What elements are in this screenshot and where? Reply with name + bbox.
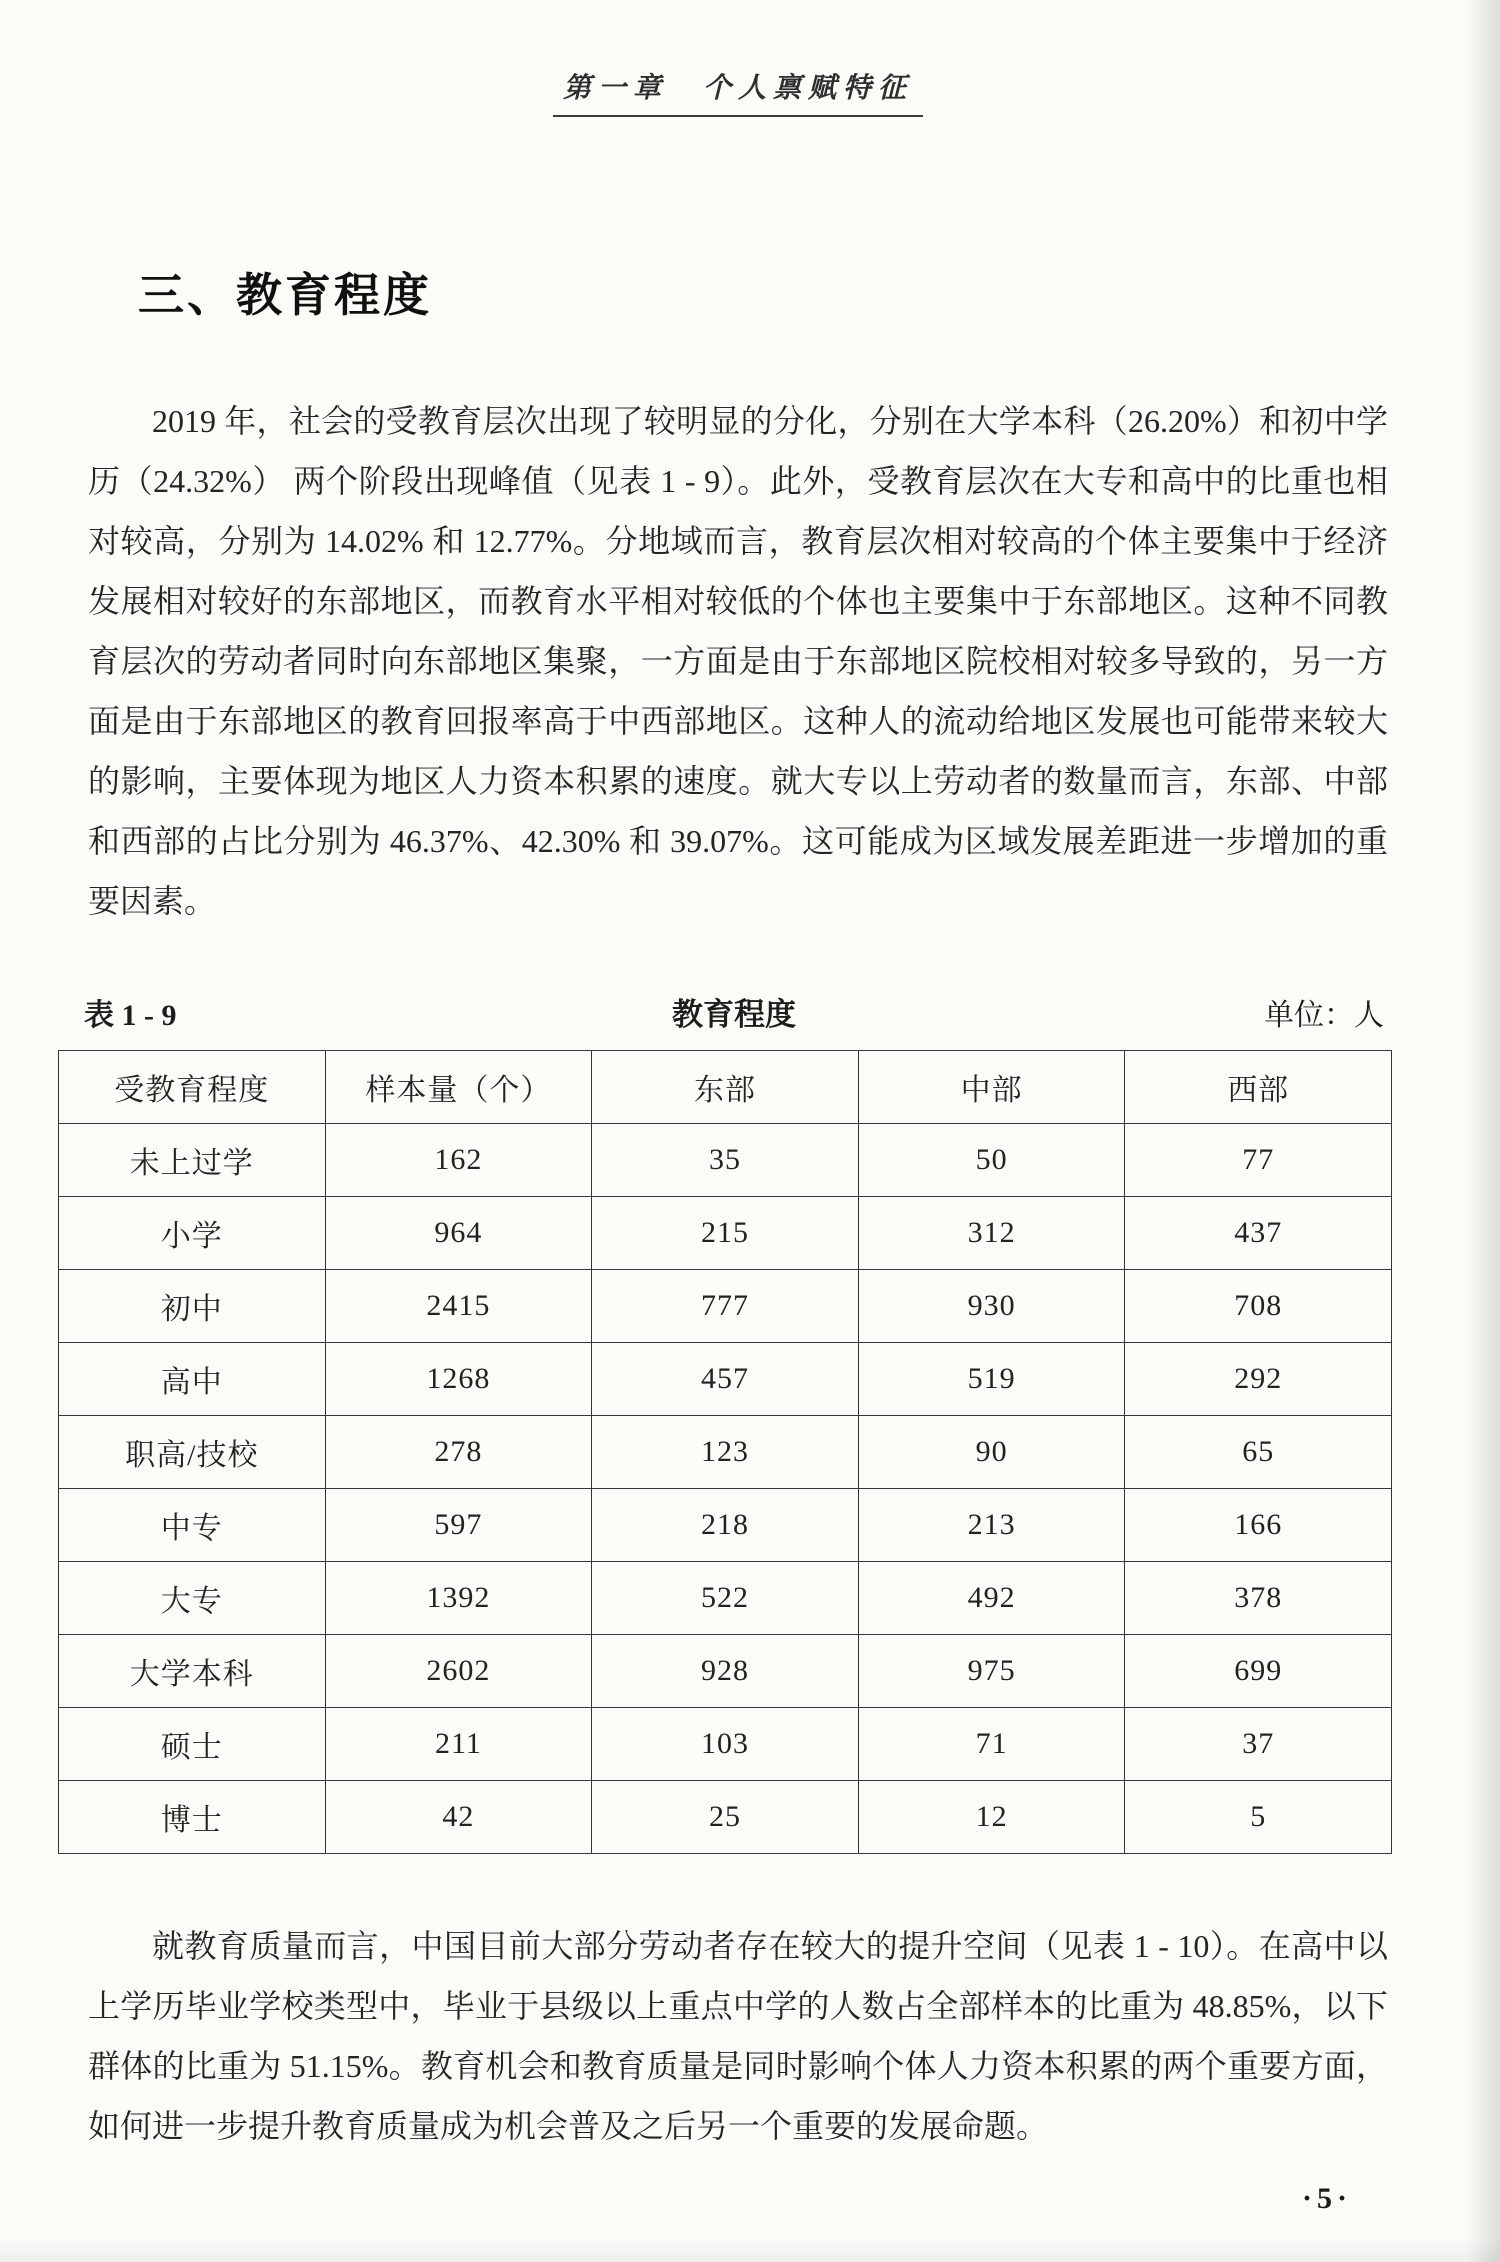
table-row bbox=[59, 1124, 1392, 1197]
table-row bbox=[59, 1197, 1392, 1270]
row-label-cell: 小学 bbox=[59, 1197, 326, 1270]
value-cell: 123 bbox=[592, 1416, 859, 1489]
value-cell: 42 bbox=[325, 1781, 592, 1854]
value-cell: 25 bbox=[592, 1781, 859, 1854]
value-cell: 492 bbox=[858, 1562, 1125, 1635]
value-cell: 930 bbox=[858, 1270, 1125, 1343]
table-caption bbox=[84, 989, 1384, 1034]
chapter-title: 第一章 个人禀赋特征 bbox=[553, 66, 923, 117]
table-row bbox=[59, 1489, 1392, 1562]
row-label-cell: 大专 bbox=[59, 1562, 326, 1635]
value-cell: 519 bbox=[858, 1343, 1125, 1416]
value-cell: 213 bbox=[858, 1489, 1125, 1562]
value-cell: 928 bbox=[592, 1635, 859, 1708]
education-table-body bbox=[59, 1124, 1392, 1854]
table-unit: 单位：人 bbox=[1264, 999, 1384, 1032]
table-title: 教育程度 bbox=[672, 997, 796, 1032]
value-cell: 292 bbox=[1125, 1343, 1392, 1416]
value-cell: 1268 bbox=[325, 1343, 592, 1416]
value-cell: 211 bbox=[325, 1708, 592, 1781]
table-row bbox=[59, 1708, 1392, 1781]
value-cell: 777 bbox=[592, 1270, 859, 1343]
col-header-west: 西部 bbox=[1125, 1051, 1392, 1124]
table-header-row bbox=[59, 1051, 1392, 1124]
value-cell: 312 bbox=[858, 1197, 1125, 1270]
page-number: ·5· bbox=[1301, 2182, 1352, 2215]
value-cell: 71 bbox=[858, 1708, 1125, 1781]
row-label-cell: 高中 bbox=[59, 1343, 326, 1416]
value-cell: 77 bbox=[1125, 1124, 1392, 1197]
value-cell: 457 bbox=[592, 1343, 859, 1416]
row-label-cell: 未上过学 bbox=[59, 1124, 326, 1197]
value-cell: 37 bbox=[1125, 1708, 1392, 1781]
col-header-central: 中部 bbox=[858, 1051, 1125, 1124]
value-cell: 218 bbox=[592, 1489, 859, 1562]
value-cell: 215 bbox=[592, 1197, 859, 1270]
table-row bbox=[59, 1635, 1392, 1708]
value-cell: 35 bbox=[592, 1124, 859, 1197]
value-cell: 522 bbox=[592, 1562, 859, 1635]
section-heading: 三、教育程度 bbox=[138, 269, 432, 321]
value-cell: 65 bbox=[1125, 1416, 1392, 1489]
col-header-sample-size: 样本量（个） bbox=[325, 1051, 592, 1124]
value-cell: 378 bbox=[1125, 1562, 1392, 1635]
col-header-education-level: 受教育程度 bbox=[59, 1051, 326, 1124]
value-cell: 103 bbox=[592, 1708, 859, 1781]
value-cell: 708 bbox=[1125, 1270, 1392, 1343]
table-row bbox=[59, 1562, 1392, 1635]
running-header bbox=[88, 66, 1388, 117]
body-paragraph-2: 就教育质量而言，中国目前大部分劳动者存在较大的提升空间（见表 1 - 10）。在高中以上学历毕业学校类型中，毕业于县级以上重点中学的人数占全部样本的比重为 48.85%，以下群体的比重为 51.15%。教育机会和教育质量是同时影响个体人力资本积累的两个重要方面，如何进一步提升教育质量成为机会普及之后另一个重要的发展命题。 bbox=[88, 1928, 1388, 2144]
table-label: 表 1 - 9 bbox=[84, 999, 177, 1032]
col-header-east: 东部 bbox=[592, 1051, 859, 1124]
table-row bbox=[59, 1343, 1392, 1416]
value-cell: 597 bbox=[325, 1489, 592, 1562]
table-row bbox=[59, 1416, 1392, 1489]
table-head bbox=[59, 1051, 1392, 1124]
value-cell: 2602 bbox=[325, 1635, 592, 1708]
value-cell: 964 bbox=[325, 1197, 592, 1270]
value-cell: 2415 bbox=[325, 1270, 592, 1343]
value-cell: 50 bbox=[858, 1124, 1125, 1197]
value-cell: 166 bbox=[1125, 1489, 1392, 1562]
value-cell: 278 bbox=[325, 1416, 592, 1489]
value-cell: 12 bbox=[858, 1781, 1125, 1854]
row-label-cell: 大学本科 bbox=[59, 1635, 326, 1708]
row-label-cell: 博士 bbox=[59, 1781, 326, 1854]
value-cell: 437 bbox=[1125, 1197, 1392, 1270]
row-label-cell: 初中 bbox=[59, 1270, 326, 1343]
row-label-cell: 中专 bbox=[59, 1489, 326, 1562]
value-cell: 1392 bbox=[325, 1562, 592, 1635]
table-row bbox=[59, 1781, 1392, 1854]
body-paragraph-1: 2019 年，社会的受教育层次出现了较明显的分化，分别在大学本科（26.20%）和初中学历（24.32%） 两个阶段出现峰值（见表 1 - 9）。此外，受教育层次在大专和高中的比重也相对较高，分别为 14.02% 和 12.77%。分地域而言，教育层次相对较高的个体主要集中于经济发展相对较好的东部地区，而教育水平相对较低的个体也主要集中于东部地区。这种不同教育层次的劳动者同时向东部地区集聚，一方面是由于东部地区院校相对较多导致的，另一方面是由于东部地区的教育回报率高于中西部地区。这种人的流动给地区发展也可能带来较大的影响，主要体现为地区人力资本积累的速度。就大专以上劳动者的数量而言，东部、中部和西部的占比分别为 46.37%、42.30% 和 39.07%。这可能成为区域发展差距进一步增加的重要因素。 bbox=[88, 403, 1388, 919]
row-label-cell: 硕士 bbox=[59, 1708, 326, 1781]
value-cell: 90 bbox=[858, 1416, 1125, 1489]
value-cell: 699 bbox=[1125, 1635, 1392, 1708]
education-table bbox=[58, 1050, 1392, 1854]
table-row bbox=[59, 1270, 1392, 1343]
value-cell: 975 bbox=[858, 1635, 1125, 1708]
value-cell: 162 bbox=[325, 1124, 592, 1197]
row-label-cell: 职高/技校 bbox=[59, 1416, 326, 1489]
education-table-block bbox=[58, 989, 1392, 1854]
value-cell: 5 bbox=[1125, 1781, 1392, 1854]
